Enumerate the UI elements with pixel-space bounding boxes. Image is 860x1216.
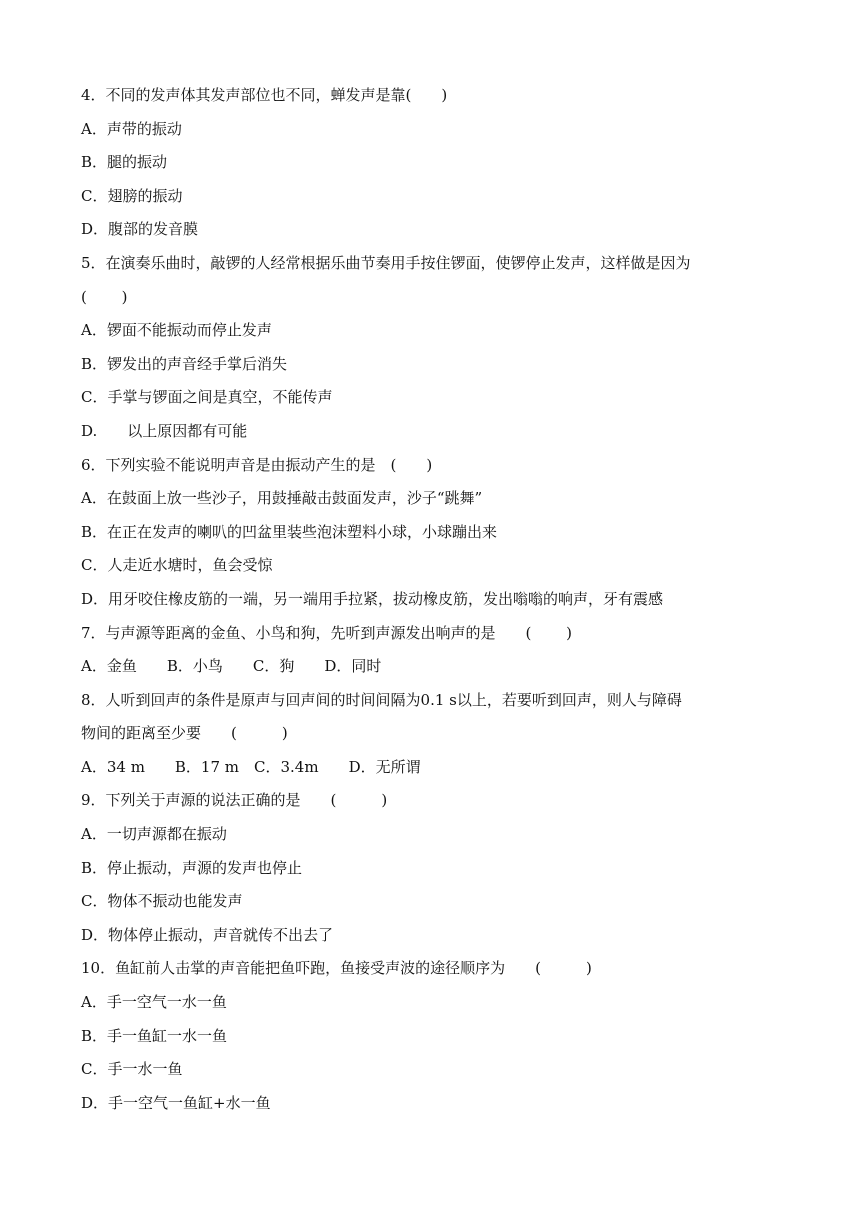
q9-option-a: A．一切声源都在振动: [81, 825, 227, 844]
q4-option-b: B．腿的振动: [81, 153, 168, 172]
question-page: [81, 79, 781, 1120]
q7-stem: 7．与声源等距离的金鱼、小鸟和狗，先听到声源发出响声的是 ( ): [81, 623, 573, 642]
q5-option-d: D. 以上原因都有可能: [81, 421, 248, 440]
q10-option-b: B．手一鱼缸一水一鱼: [81, 1026, 228, 1045]
q8-stem-continued: 物间的距离至少要 ( ): [81, 724, 288, 743]
q6-option-d: D．用牙咬住橡皮筋的一端，另一端用手拉紧，拔动橡皮筋，发出嗡嗡的响声，牙有震感: [81, 589, 664, 608]
q10-option-a: A．手一空气一水一鱼: [81, 993, 227, 1012]
q9-option-c: C．物体不振动也能发声: [81, 892, 243, 911]
q4-stem: 4．不同的发声体其发声部位也不同，蝉发声是靠( ): [81, 86, 448, 104]
q4-option-c: C．翅膀的振动: [81, 186, 183, 205]
q6-stem: 6．下列实验不能说明声音是由振动产生的是 ( ): [81, 455, 433, 474]
q6-option-b: B．在正在发声的喇叭的凹盆里装些泡沫塑料小球，小球蹦出来: [81, 522, 498, 541]
q8-options: A．34 m B．17 m C．3.4m D．无所谓: [81, 757, 421, 776]
q9-stem: 9．下列关于声源的说法正确的是 ( ): [81, 791, 388, 810]
q6-option-c: C．人走近水塘时，鱼会受惊: [81, 556, 273, 575]
q10-option-d: D．手一空气一鱼缸+水一鱼: [81, 1093, 271, 1112]
q10-option-c: C．手一水一鱼: [81, 1060, 183, 1079]
q8-stem: 8．人听到回声的条件是原声与回声间的时间间隔为0.1 s以上，若要听到回声，则人与障碍: [81, 690, 682, 709]
q5-option-a: A．锣面不能振动而停止发声: [81, 321, 272, 340]
q4-option-d: D．腹部的发音膜: [81, 220, 199, 239]
q10-stem: 10．鱼缸前人击掌的声音能把鱼吓跑，鱼接受声波的途径顺序为 ( ): [81, 959, 592, 978]
q5-option-b: B．锣发出的声音经手掌后消失: [81, 354, 288, 373]
q6-option-a: A．在鼓面上放一些沙子，用鼓捶敲击鼓面发声，沙子“跳舞”: [81, 489, 483, 508]
q9-option-d: D．物体停止振动，声音就传不出去了: [81, 925, 334, 944]
q7-options: A．金鱼 B．小鸟 C．狗 D．同时: [81, 657, 382, 676]
q5-stem: 5．在演奏乐曲时，敲锣的人经常根据乐曲节奏用手按住锣面，使锣停止发声，这样做是因为: [81, 253, 691, 272]
q9-option-b: B．停止振动，声源的发声也停止: [81, 858, 303, 877]
q5-option-c: C．手掌与锣面之间是真空，不能传声: [81, 388, 333, 407]
q5-stem-continued: ( ): [81, 287, 128, 306]
q4-option-a: A．声带的振动: [81, 119, 182, 138]
